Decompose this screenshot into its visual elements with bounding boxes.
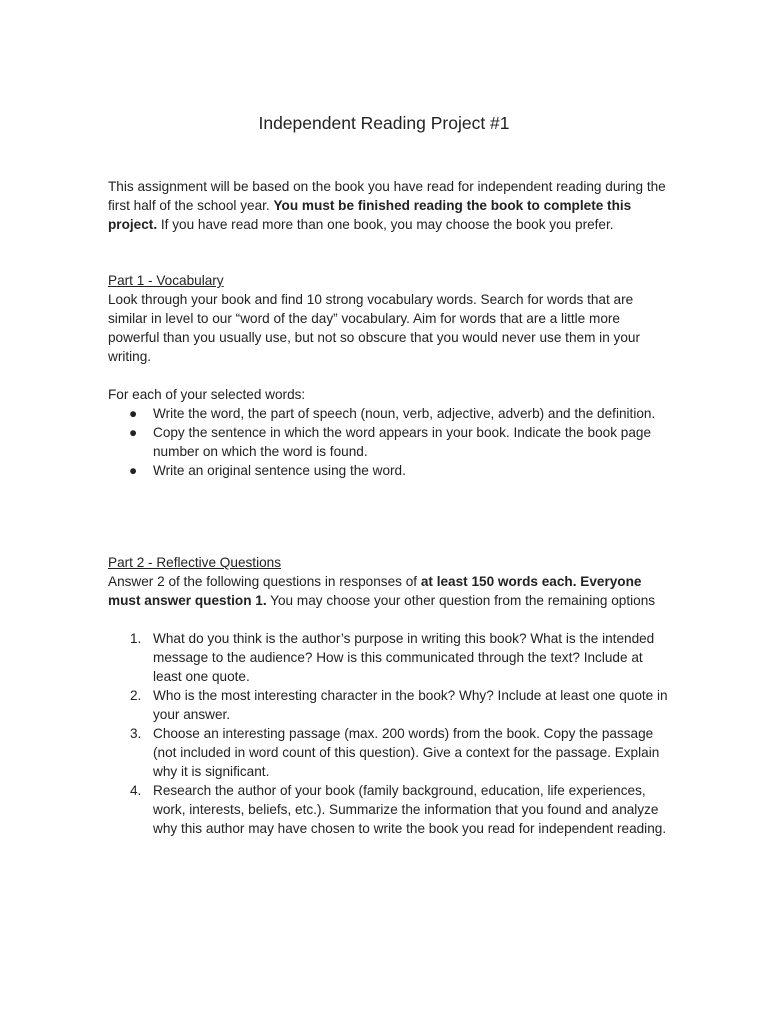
list-number: 2. <box>130 688 142 703</box>
list-number: 3. <box>130 726 142 741</box>
list-item-text: Copy the sentence in which the word appears in your book. Indicate the book page number on which the word is found. <box>153 425 652 459</box>
list-item-text: Who is the most interesting character in the book? Why? Include at least one quote in your answer. <box>153 688 668 722</box>
part1-paragraph: Look through your book and find 10 strong vocabulary words. Search for words that are similar in level to our “word of the day” vocabulary. Aim for words that are a little more powerful than you usually use, but not so obscure that you would never use them in your writing. <box>108 292 640 364</box>
part2-text-1: Answer 2 of the following questions in responses of <box>108 574 421 589</box>
part2-section <box>108 553 668 838</box>
part2-instructions <box>108 572 668 610</box>
list-item <box>108 724 668 781</box>
part2-heading: Part 2 - Reflective Questions <box>108 555 282 570</box>
list-item-text: Write an original sentence using the word. <box>153 463 406 478</box>
list-item <box>108 404 668 423</box>
part1-section <box>108 271 668 480</box>
list-item-text: Choose an interesting passage (max. 200 words) from the book. Copy the passage (not included in word count of this question). Give a context for the passage. Explain why it is significant. <box>153 726 660 779</box>
list-item <box>108 781 668 838</box>
list-item <box>108 629 668 686</box>
intro-bold-requirement: You must be finished reading the book to complete this project. <box>108 198 632 232</box>
intro-text-1: This assignment will be based on the book you have read for independent reading during the first half of the school year. <box>108 179 666 213</box>
list-number: 1. <box>130 631 142 646</box>
intro-text-2: If you have read more than one book, you may choose the book you prefer. <box>157 217 614 232</box>
list-item-text: Write the word, the part of speech (noun, verb, adjective, adverb) and the definition. <box>153 406 656 421</box>
part2-text-2: You may choose your other question from the remaining options <box>266 593 656 608</box>
intro-paragraph <box>108 177 668 234</box>
list-item <box>108 686 668 724</box>
list-item-text: What do you think is the author’s purpose in writing this book? What is the intended message to the audience? How is this communicated through the text? Include at least one quote. <box>153 631 655 684</box>
bullet-icon: ● <box>129 463 138 478</box>
part2-bold-requirement: at least 150 words each. Everyone must answer question 1. <box>108 574 642 608</box>
list-item <box>108 461 668 480</box>
bullet-icon: ● <box>129 425 138 440</box>
part1-list-intro: For each of your selected words: <box>108 387 306 402</box>
part1-heading: Part 1 - Vocabulary <box>108 273 224 288</box>
list-item-text: Research the author of your book (family background, education, life experiences, work, interests, beliefs, etc.). Summarize the information that you found and analyze why this author may have chosen to write the book you read for independent reading. <box>153 783 667 836</box>
questions-numbered-list <box>108 629 668 838</box>
intro-text <box>108 177 668 234</box>
vocabulary-bullet-list <box>108 404 668 480</box>
list-item <box>108 423 668 461</box>
document-title: Independent Reading Project #1 <box>258 113 510 133</box>
bullet-icon: ● <box>129 406 138 421</box>
list-number: 4. <box>130 783 142 798</box>
